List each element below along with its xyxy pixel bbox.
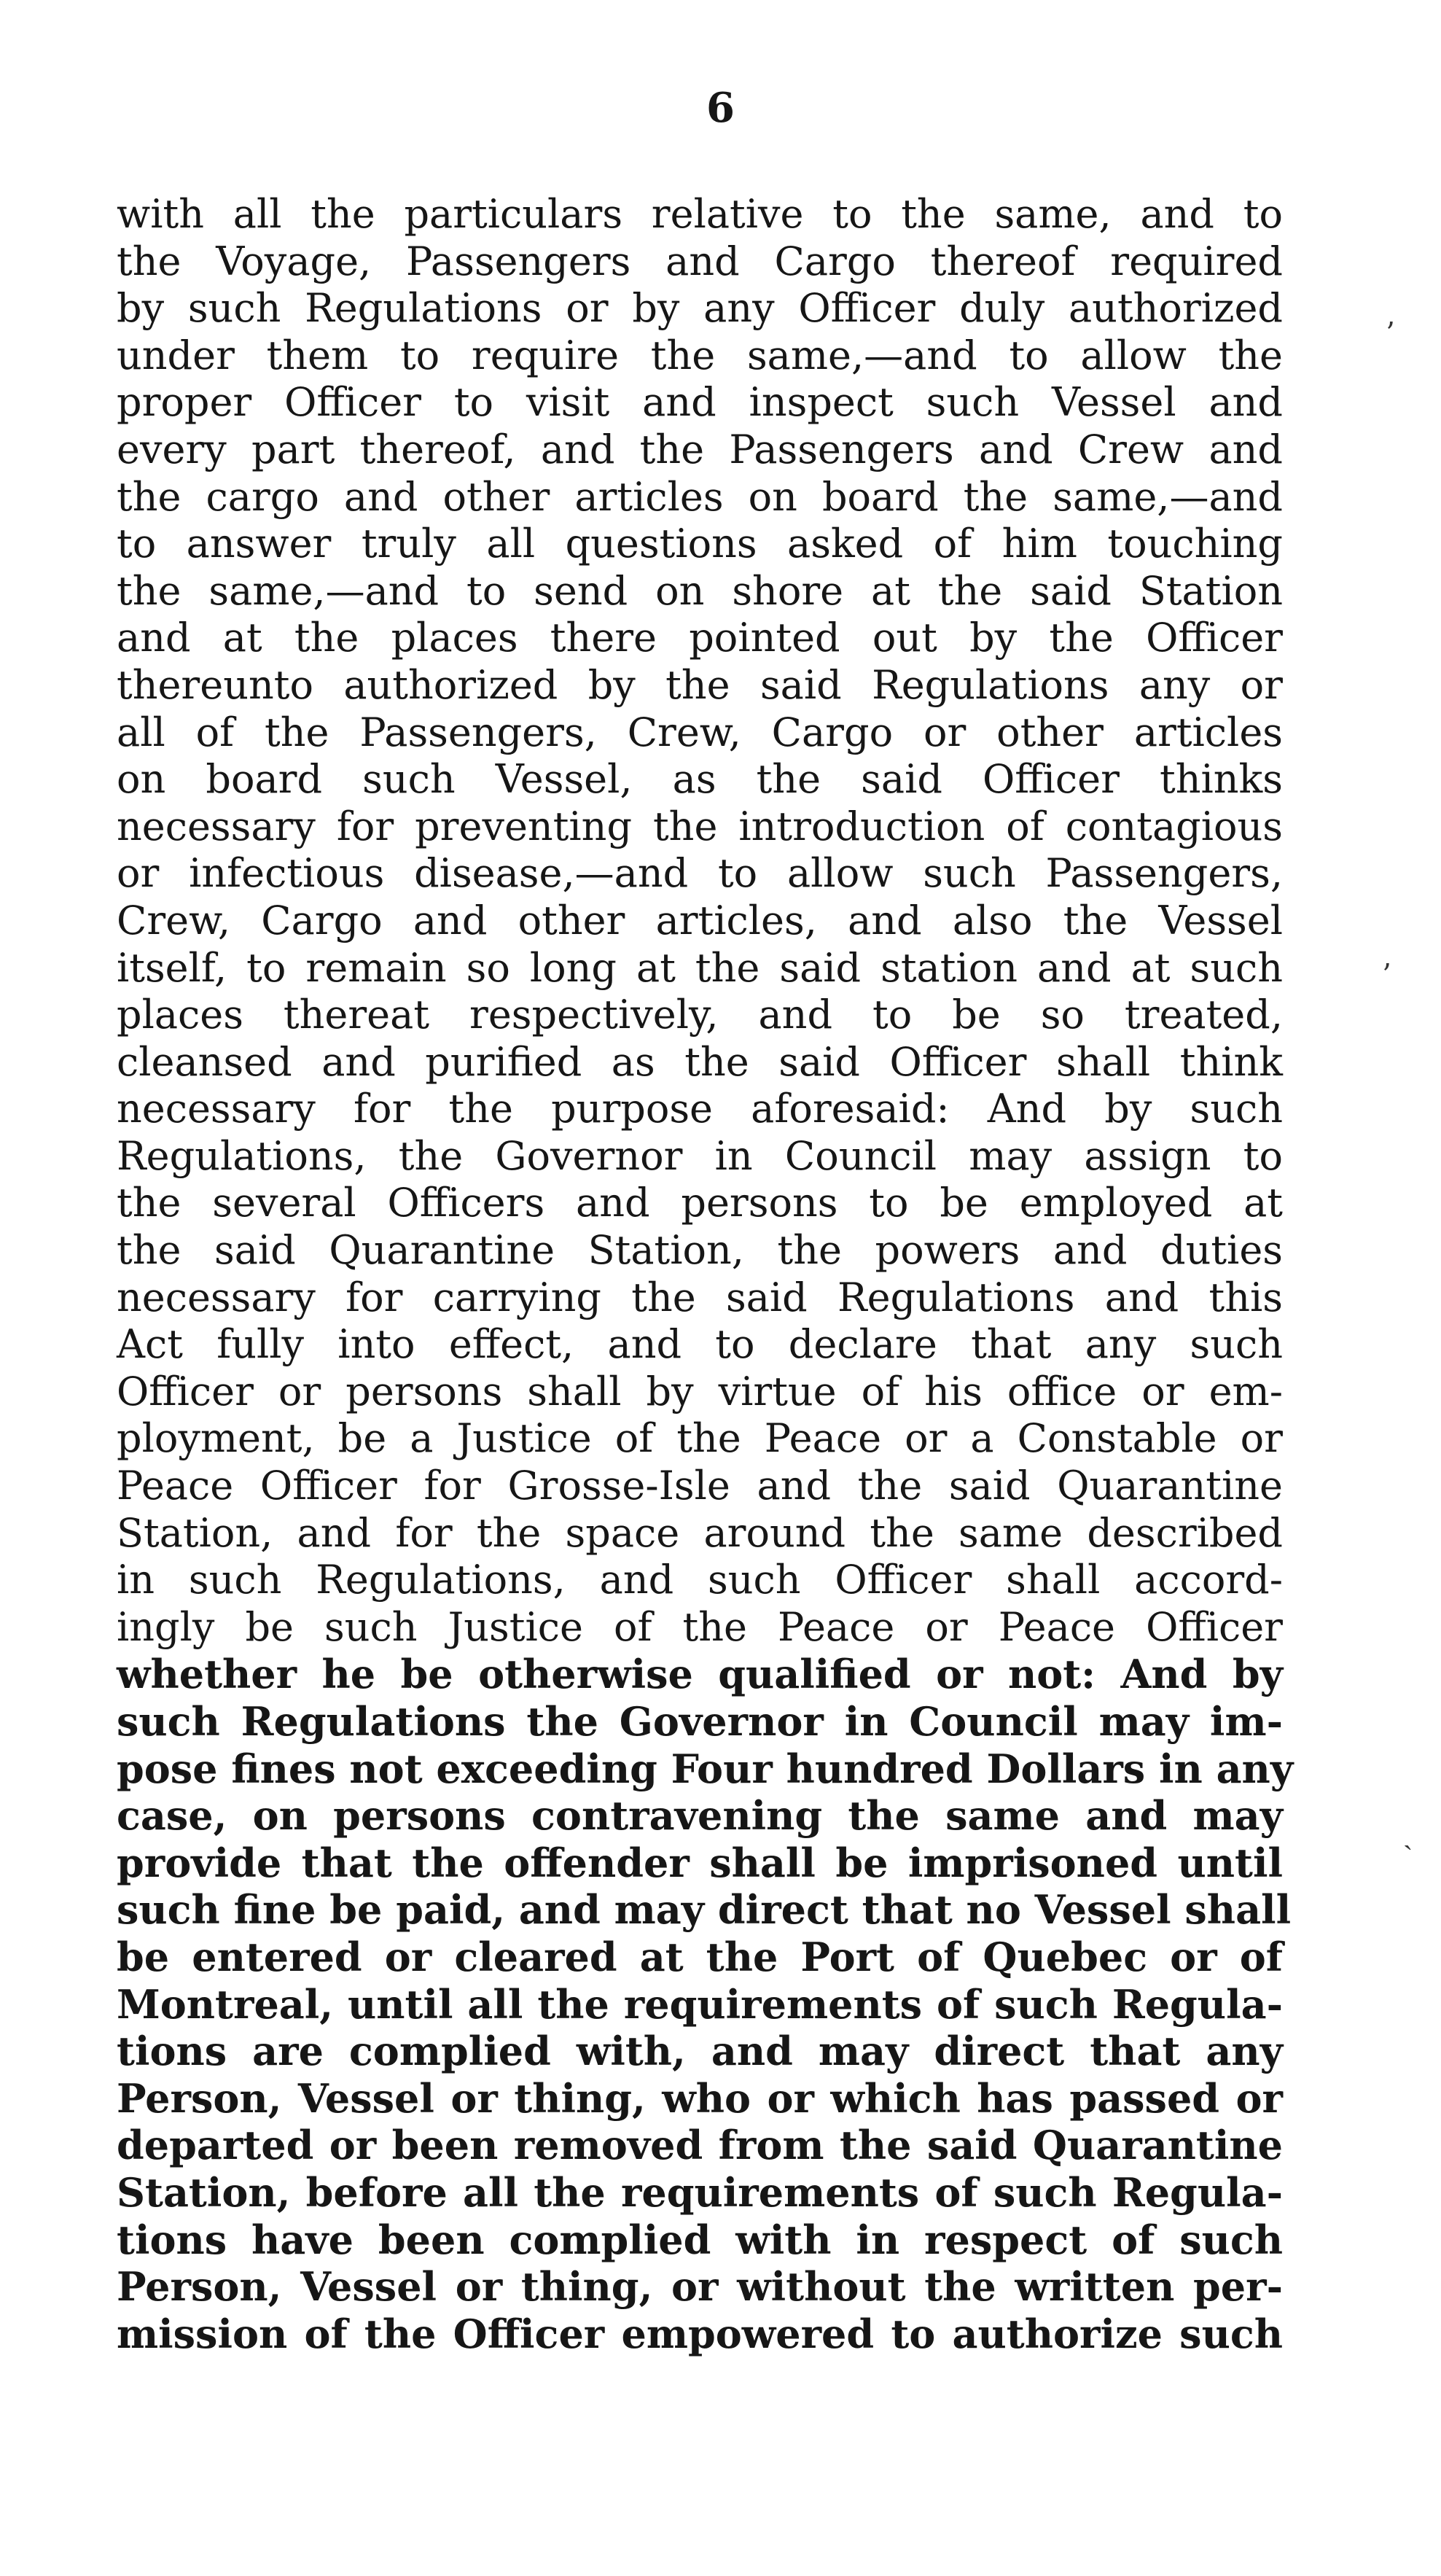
text-line: Peace Officer for Grosse-Isle and the said Quarantine [117,1463,1283,1509]
text-line: and at the places there pointed out by the Officer [117,615,1283,661]
text-line: such fine be paid, and may direct that no Vessel shall [117,1886,1292,1934]
text-line: proper Officer to visit and inspect such Vessel and [117,379,1283,426]
text-line: mission of the Officer empowered to authorize such [117,2310,1283,2357]
text-line: the Voyage, Passengers and Cargo thereof required [117,238,1283,284]
text-line: or infectious disease,—and to allow such Passengers, [117,850,1283,897]
text-line: the said Quarantine Station, the powers and duties [117,1227,1283,1274]
text-line: Station, before all the requirements of such Regula- [117,2168,1283,2216]
text-line: Regulations, the Governor in Council may assign to [117,1132,1283,1179]
body-text [117,191,1294,2357]
text-line: Crew, Cargo and other articles, and also the Vessel [117,897,1283,943]
text-line: tions have been complied with in respect of such [117,2216,1283,2263]
page-number: 6 [706,84,735,132]
margin-mark: ˴ [1403,1826,1413,1860]
text-line: Person, Vessel or thing, or without the written per- [117,2263,1283,2311]
text-line: be entered or cleared at the Port of Quebec or of [117,1933,1283,1980]
text-line: whether he be otherwise qualified or not: And by [117,1651,1283,1698]
text-line: necessary for preventing the introduction of contagious [117,803,1283,849]
text-line: to answer truly all questions asked of him touching [117,521,1283,567]
text-line: with all the particulars relative to the same, and to [117,191,1283,237]
text-line: thereunto authorized by the said Regulations any or [117,661,1283,708]
text-line: by such Regulations or by any Officer duly authorized [117,285,1283,332]
text-line: departed or been removed from the said Quarantine [117,2122,1283,2169]
text-line: the cargo and other articles on board the same,—and [117,473,1283,520]
text-line: ployment, be a Justice of the Peace or a Constable or [117,1415,1283,1462]
text-line: cleansed and purified as the said Officer shall think [117,1038,1283,1085]
text-line: ingly be such Justice of the Peace or Peace Officer [117,1603,1283,1650]
text-line: provide that the offender shall be imprisoned until [117,1839,1283,1886]
text-line: such Regulations the Governor in Council may im- [117,1698,1283,1745]
text-line: necessary for carrying the said Regulations and this [117,1274,1283,1320]
text-line: on board such Vessel, as the said Officer thinks [117,756,1283,803]
text-line: case, on persons contravening the same and may [117,1792,1283,1840]
text-line: every part thereof, and the Passengers and Crew and [117,426,1283,472]
text-line: tions are complied with, and may direct that any [117,2028,1283,2075]
text-line: Act fully into effect, and to declare that any such [117,1321,1283,1368]
text-line: all of the Passengers, Crew, Cargo or other articles [117,709,1283,755]
margin-mark: ʼ [1381,959,1391,992]
text-line: places thereat respectively, and to be so treated, [117,992,1283,1038]
text-line: Station, and for the space around the same described [117,1509,1283,1556]
text-line: Montreal, until all the requirements of such Regula- [117,1980,1283,2028]
text-line: pose fines not exceeding Four hundred Dollars in any [117,1745,1294,1792]
text-line: necessary for the purpose aforesaid: And by such [117,1086,1283,1132]
text-line: Person, Vessel or thing, who or which has passed or [117,2074,1283,2122]
text-line: the same,—and to send on shore at the said Station [117,567,1283,614]
text-line: Officer or persons shall by virtue of his office or em- [117,1368,1283,1415]
text-line: in such Regulations, and such Officer shall accord- [117,1557,1283,1603]
margin-mark: ʼ [1385,317,1394,351]
text-line: itself, to remain so long at the said station and at such [117,944,1283,991]
text-line: under them to require the same,—and to allow the [117,332,1283,378]
text-line: the several Officers and persons to be employed at [117,1180,1283,1226]
